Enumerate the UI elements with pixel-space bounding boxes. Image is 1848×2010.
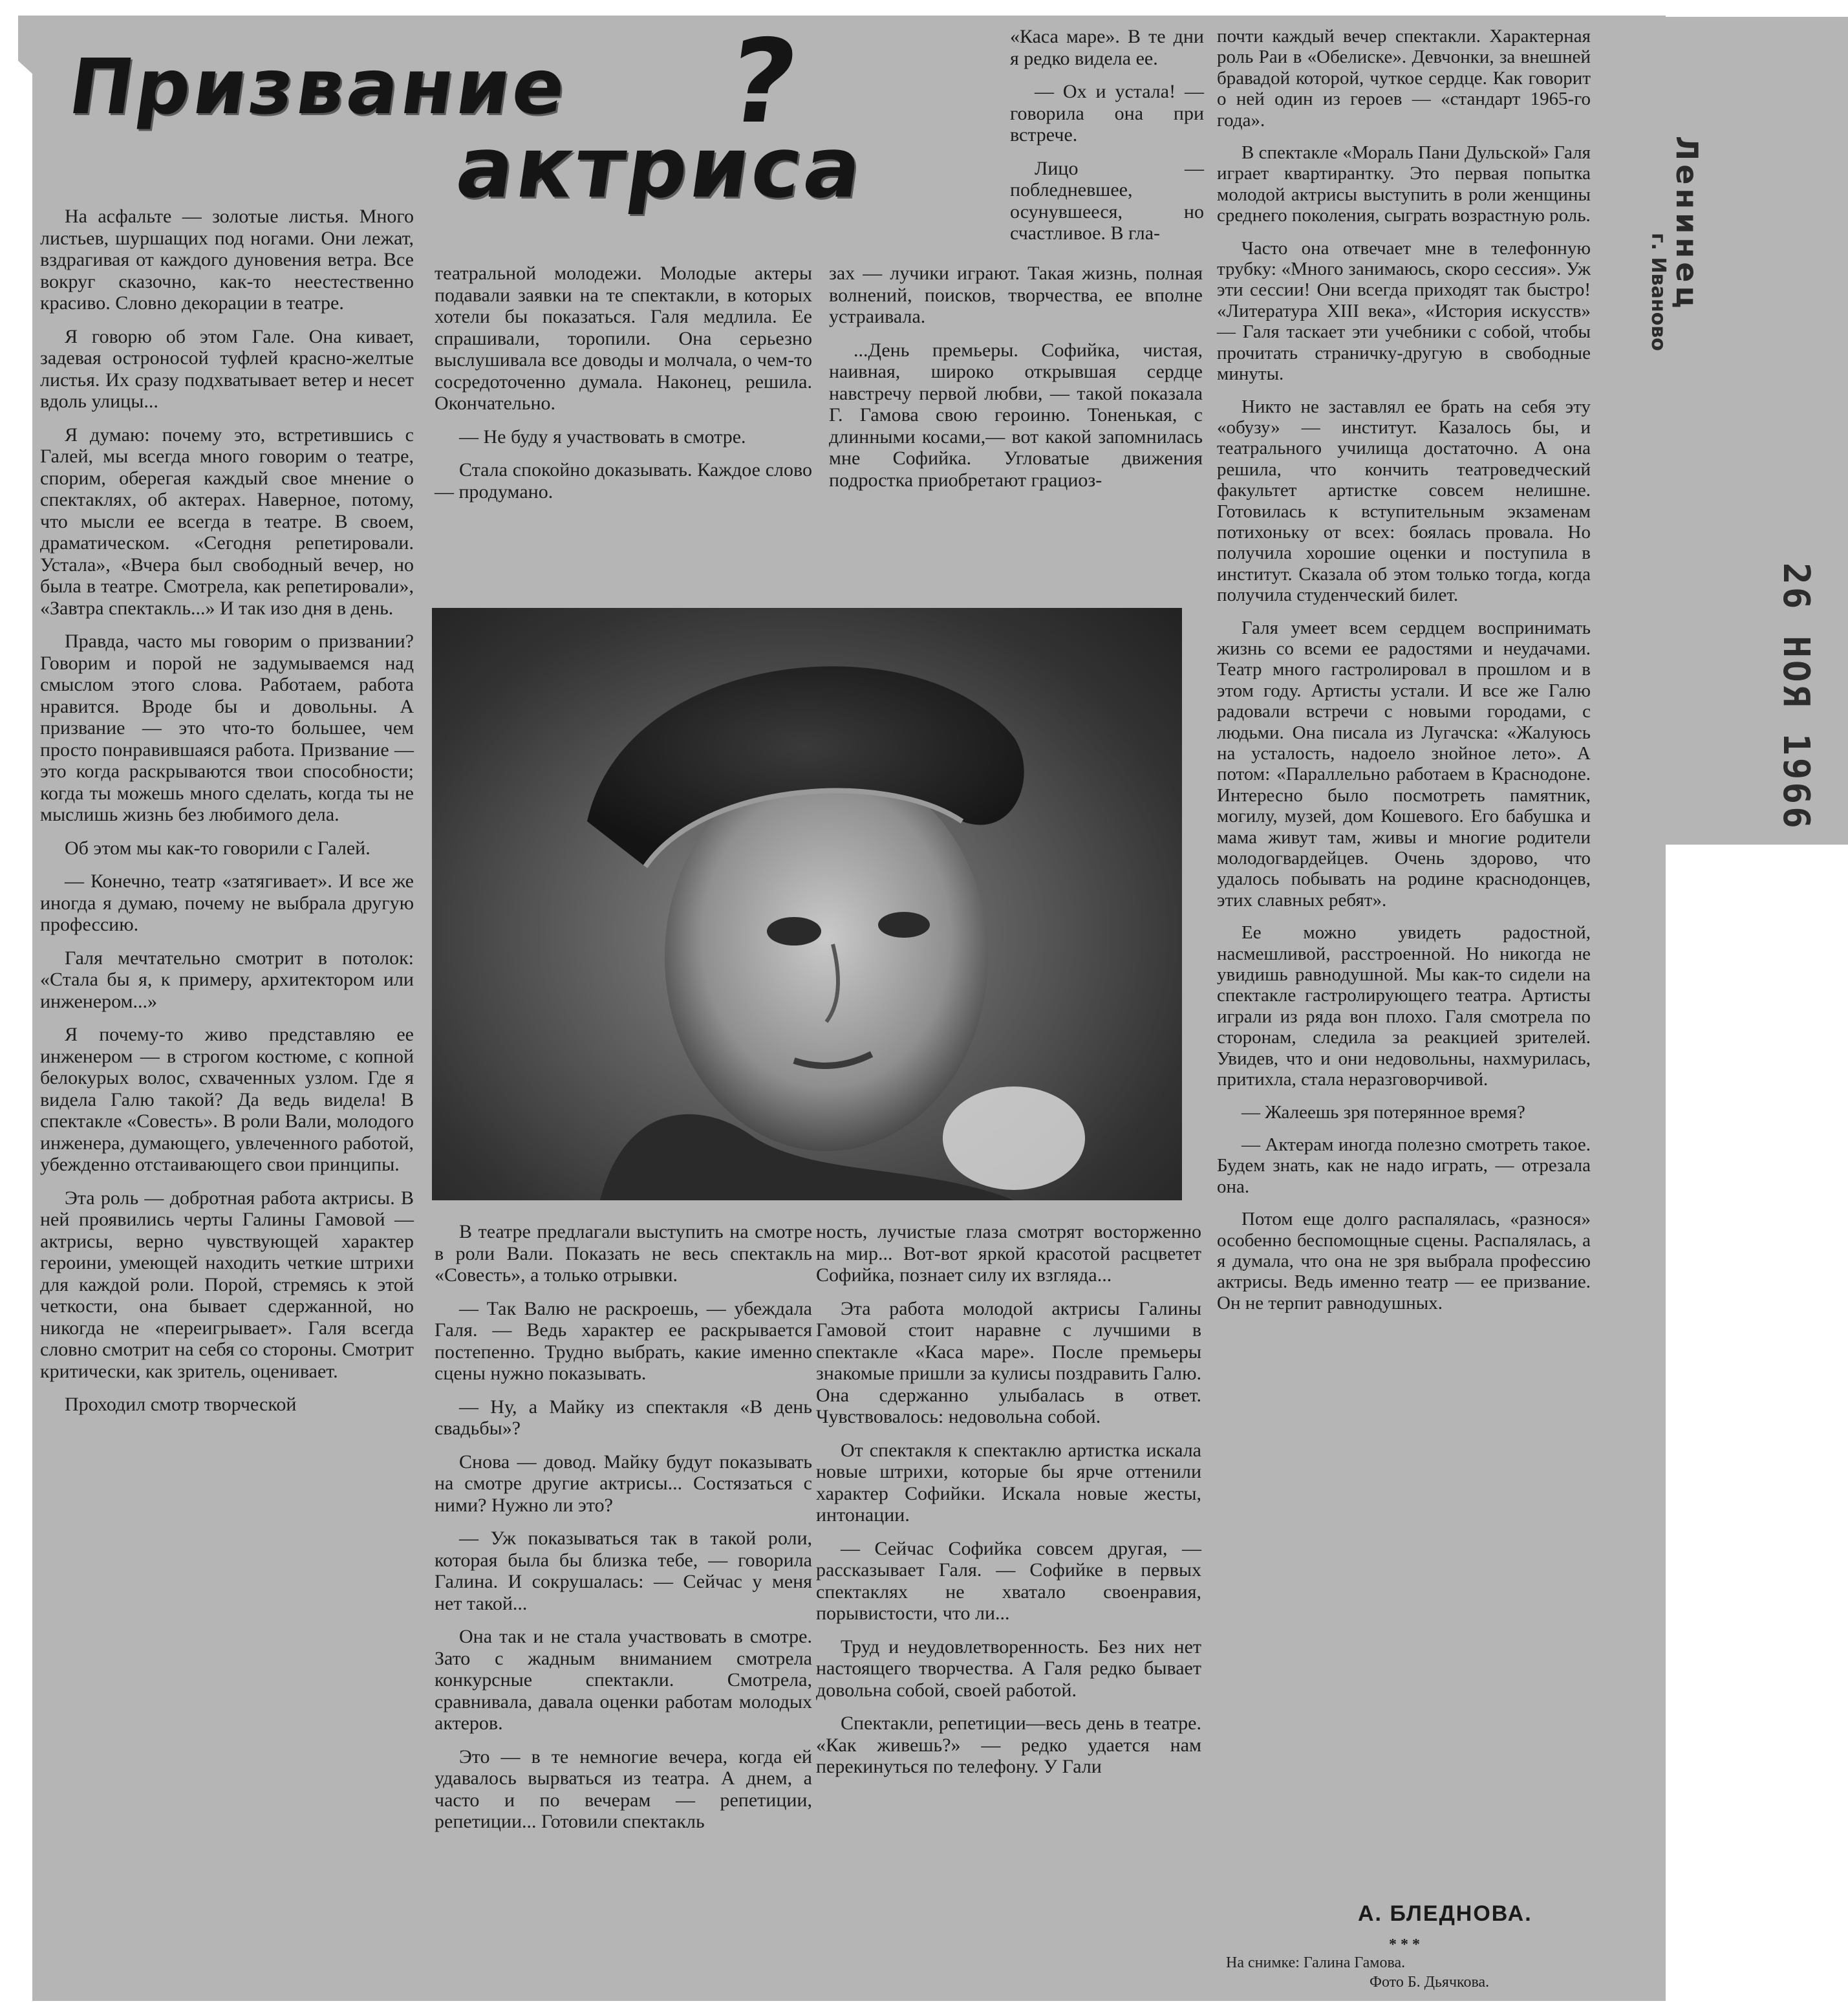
paragraph: Часто она отвечает мне в телефонную трубку: «Много занимаюсь, скоро сессия». Уж эти сессии! Они всегда приходят так быстро! «Литература XIII века», «История искусств» — Галя таскает эти учебники с собой, чтобы прочитать страничку-другую в свободные минуты. (1217, 237, 1591, 385)
separator-stars: * * * (1389, 1936, 1420, 1953)
paragraph: Спектакли, репетиции—весь день в театре. «Как живешь?» — редко удается нам перекинуться по телефону. У Гали (816, 1713, 1201, 1777)
headline-word-2: актриса (450, 118, 871, 217)
paragraph: Эта роль — добротная работа актрисы. В ней проявились черты Галины Гамовой — актрисы, верно чувствующей характер героини, умеющей находить четкие штрихи для каждой роли. Порой, стремясь к этой четкости, она бывает сдержанной, но никогда не «переигрывает». Галя всегда словно смотрит на себя со стороны. Смотрит критически, как зритель, оценивает. (40, 1187, 414, 1382)
paragraph: Стала спокойно доказывать. Каждое слово — продумано. (435, 459, 812, 503)
column-1 (40, 206, 414, 1427)
paragraph: ...День премьеры. Софийка, чистая, наивная, широко открывшая сердце навстречу первой любви, — такой показала Г. Гамова свою героиню. Тоненькая, с длинными косами,— вот какой запомнилась мне Софийка. Угловатые движения подростка приобретают грациоз- (829, 339, 1203, 491)
paragraph: почти каждый вечер спектакли. Характерная роль Раи в «Обелиске». Девчонки, за внешней бравадой которой, чуткое сердце. Как говорит о ней один из героев — «стандарт 1965-го года». (1217, 26, 1591, 131)
newspaper-city: г. Иваново (1647, 233, 1670, 351)
paragraph: На асфальте — золотые листья. Много листьев, шуршащих под ногами. Они лежат, вздрагивая от каждого дуновения ветра. Все вокруг сказочно, как-то неестественно красиво. Словно декорации в театре. (40, 206, 414, 314)
paragraph: Труд и неудовлетворенность. Без них нет настоящего творчества. А Галя редко бывает довольна собой, своей работой. (816, 1636, 1201, 1701)
paragraph: Я думаю: почему это, встретившись с Галей, мы всегда много говорим о театре, спорим, оберегая каждый свое мнение о спектаклях, об актерах. Наверное, потому, что мысли ее всегда в театре. В своем, драматическом. «Сегодня репетировали. Устала», «Вчера был свободный вечер, но была в театре. Смотрела, как репетировали», «Завтра спектакль...» И так изо дня в день. (40, 424, 414, 619)
paragraph: — Конечно, театр «затягивает». И все же иногда я думаю, почему не выбрала другую профессию. (40, 870, 414, 935)
headline-question-mark: ? (720, 15, 808, 149)
column-2-top (435, 263, 812, 514)
paragraph: Я почему-то живо представляю ее инженером — в строгом костюме, с копной белокурых волос, схваченных узлом. Где я видела Галю такой? Да ведь видела! В спектакле «Совесть». В роли Вали, молодого инженера, думающего, увлеченного работой, убежденно отстаивающего свои принципы. (40, 1024, 414, 1175)
paragraph: — Не буду я участвовать в смотре. (459, 426, 746, 448)
column-3-top (829, 263, 1203, 503)
column-4-top (1010, 26, 1204, 256)
paragraph: — Актерам иногда полезно смотреть такое. Будем знать, как не надо играть, — отрезала она. (1217, 1134, 1591, 1197)
newspaper-name: Ленинец (1670, 136, 1704, 312)
paragraph: — Так Валю не раскроешь, — убеждала Галя. — Ведь характер ее раскрывается постепенно. Трудно выбрать, какие именно сцены нужно показывать. (435, 1297, 812, 1384)
date-stamp: 26 НОЯ 1966 (1775, 563, 1817, 831)
paragraph: Эта работа молодой актрисы Галины Гамовой стоит наравне с лучшими в спектакле «Каса маре». После премьеры знакомые пришли за кулисы поздравить Галю. Она сдержанно улыбалась в ответ. Чувствовалось: недовольна собой. (816, 1297, 1201, 1427)
paragraph: В спектакле «Мораль Пани Дульской» Галя играет квартирантку. Это первая попытка молодой актрисы выступить в роли женщины среднего поколения, сыграть возрастную роль. (1217, 142, 1591, 226)
headline-word-1: Призвание (63, 42, 574, 131)
portrait-illustration (432, 608, 1182, 1200)
column-5 (1217, 26, 1591, 1325)
paragraph: Я говорю об этом Гале. Она кивает, задевая остроносой туфлей красно-желтые листья. Их сразу подхватывает ветер и несет вдоль улицы... (40, 325, 414, 412)
paragraph: зах — лучики играют. Такая жизнь, полная волнений, поисков, творчества, ее вполне устраивала. (829, 263, 1203, 327)
paragraph: Проходил смотр творческой (65, 1394, 297, 1415)
portrait-photo (432, 608, 1182, 1200)
paragraph: Это — в те немногие вечера, когда ей удавалось вырваться из театра. А днем, а часто и по вечерам — репетиции, репетиции... Готовили спектакль (435, 1745, 812, 1832)
paragraph: Лицо — побледневшее, осунувшееся, но счастливое. В гла- (1010, 157, 1204, 244)
paragraph: театральной молодежи. Молодые актеры подавали заявки на те спектакли, в которых хотели бы показаться. Галя медлила. Ее спрашивали, торопили. Она серьезно выслушивала все доводы и молчала, о чем-то сосредоточенно думала. Наконец, решила. Окончательно. (435, 263, 812, 414)
paragraph: — Ох и устала! — говорила она при встрече. (1010, 81, 1204, 146)
paragraph: Галя умеет всем сердцем воспринимать жизнь со всеми ее радостями и неудачами. Театр много гастролировал в прошлом и в этом году. Артисты устали. И все же Галю радовали встречи с новыми городами, с людьми. Она писала из Лугачска: «Жалуюсь на усталость, надоело знойное лето». А потом: «Параллельно работаем в Краснодоне. Интересно было посмотреть памятник, могилу, музей, дом Кошевого. Его бабушка и мама живут там, живы и многие родители молодогвардейцев. Очень здорово, что удалось побывать на родине краснодонцев, этих славных ребят». (1217, 617, 1591, 911)
paragraph: Галя мечтательно смотрит в потолок: «Стала бы я, к примеру, архитектором или инженером...» (40, 947, 414, 1012)
photo-credit: Фото Б. Дьячкова. (1370, 1974, 1490, 1991)
newspaper-stamp (1647, 136, 1704, 351)
paragraph: Правда, часто мы говорим о призвании? Говорим и порой не задумываемся над смыслом этого слова. Работаем, работа нравится. Вроде бы и довольны. А призвание — это что-то большее, чем просто понравившаяся работа. Призвание — это когда раскрываются твои способности; когда ты можешь много сделать, когда ты не мыслишь жизнь без любимого дела. (40, 631, 414, 825)
paragraph: — Ну, а Майку из спектакля «В день свадьбы»? (435, 1396, 812, 1439)
paragraph: «Каса маре». В те дни я редко видела ее. (1010, 26, 1204, 69)
paragraph: Она так и не стала участвовать в смотре. Зато с жадным вниманием смотрела конкурсные спектакли. Смотрела, сравнивала, давала оценки работам молодых актеров. (435, 1626, 812, 1734)
photo-caption: На снимке: Галина Гамова. (1226, 1954, 1406, 1971)
paragraph: Никто не заставлял ее брать на себя эту «обузу» — институт. Казалось бы, и театрального училища достаточно. А она решила, что кончить театроведческий факультет артистке совсем нелишне. Готовилась к вступительным экзаменам потихоньку от всех: боялась провала. Но получила хорошие оценки и поступила в институт. Сказала об этом только тогда, когда получила студенческий билет. (1217, 396, 1591, 606)
column-2-bottom (435, 1221, 812, 1844)
paragraph: — Жалеешь зря потерянное время? (1241, 1101, 1525, 1123)
paragraph: В театре предлагали выступить на смотре в роли Вали. Показать не весь спектакль «Совесть», а только отрывки. (435, 1221, 812, 1286)
paragraph: — Уж показываться так в такой роли, которая была бы близка тебе, — говорила Галина. И сокрушалась: — Сейчас у меня нет такой... (435, 1528, 812, 1614)
paragraph: От спектакля к спектаклю артистка искала новые штрихи, которые бы ярче оттенили характер Софийки. Искала новые жесты, интонации. (816, 1439, 1201, 1526)
paragraph: Потом еще долго распалялась, «разнося» особенно беспомощные сцены. Распалялась, а я думала, что она не зря выбрала профессию актрисы. Ведь именно театр — ее призвание. Он не терпит равнодушных. (1217, 1209, 1591, 1313)
author-byline: А. БЛЕДНОВА. (1358, 1901, 1532, 1926)
paragraph: ность, лучистые глаза смотрят восторженно на мир... Вот-вот яркой красотой расцветет Софийка, познает силу их взгляда... (816, 1221, 1201, 1286)
paragraph: Об этом мы как-то говорили с Галей. (65, 837, 371, 859)
paragraph: — Сейчас Софийка совсем другая, — рассказывает Галя. — Софийке в первых спектаклях не хватало своенравия, порывистости, что ли... (816, 1537, 1201, 1624)
paragraph: Ее можно увидеть радостной, насмешливой, расстроенной. Но никогда не увидишь равнодушной. Мы как-то сидели на спектакле гастролирующего театра. Артисты играли из ряда вон плохо. Галя смотрела по сторонам, следила за реакцией зрителей. Увидев, что и они недовольны, нахмурилась, притихла, стала неразговорчивой. (1217, 922, 1591, 1090)
paragraph: Снова — довод. Майку будут показывать на смотре другие актрисы... Состязаться с ними? Нужно ли это? (435, 1451, 812, 1516)
column-3-bottom (816, 1221, 1201, 1789)
